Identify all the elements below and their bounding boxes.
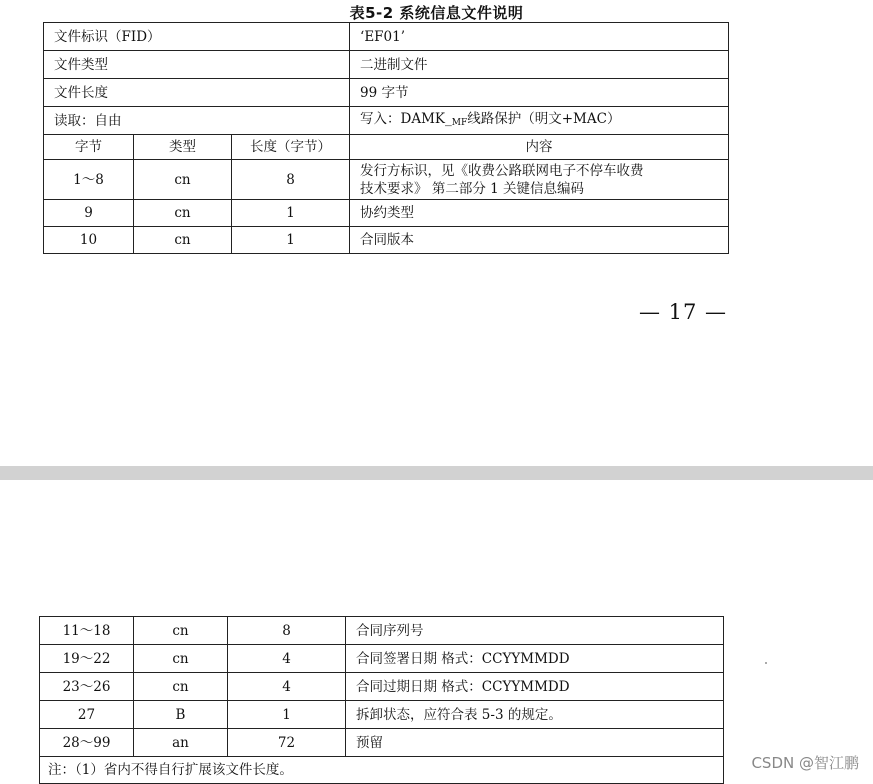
cell-type: cn [134, 673, 228, 701]
cell-content: 预留 [346, 729, 724, 757]
cell-length: 1 [228, 701, 346, 729]
info-value: 99 字节 [350, 79, 729, 107]
cell-content: 合同版本 [350, 227, 729, 254]
info-row-access [44, 107, 729, 135]
table-row [44, 160, 729, 200]
cell-content: 合同序列号 [346, 617, 724, 645]
cell-type: cn [134, 645, 228, 673]
table-row [40, 701, 724, 729]
cell-byte: 11～18 [40, 617, 134, 645]
cell-content: 协约类型 [350, 200, 729, 227]
info-label: 文件长度 [44, 79, 350, 107]
col-header-type: 类型 [134, 135, 232, 160]
table-row [40, 729, 724, 757]
cell-type: cn [134, 160, 232, 200]
cell-type: cn [134, 617, 228, 645]
write-access-prefix: 写入：DAMK_ [360, 110, 452, 127]
cell-length: 1 [232, 200, 350, 227]
col-header-content: 内容 [350, 135, 729, 160]
info-label: 文件类型 [44, 51, 350, 79]
table-row [44, 227, 729, 254]
cell-type: an [134, 729, 228, 757]
cell-content: 合同过期日期 格式：CCYYMMDD [346, 673, 724, 701]
cell-content-line: 技术要求》 第二部分 1 关键信息编码 [360, 180, 584, 197]
table-row [40, 645, 724, 673]
read-access: 读取：自由 [44, 107, 350, 135]
page-number: — 17 — [638, 300, 728, 324]
table-title: 表5-2 系统信息文件说明 [349, 4, 524, 22]
table-row [40, 617, 724, 645]
cell-content: 拆卸状态，应符合表 5-3 的规定。 [346, 701, 724, 729]
cell-byte: 27 [40, 701, 134, 729]
col-header-length: 长度（字节） [232, 135, 350, 160]
cell-byte: 9 [44, 200, 134, 227]
write-access-sub: MF [451, 117, 468, 128]
scan-speck [765, 662, 767, 664]
info-label: 文件标识（FID） [44, 23, 350, 51]
write-access [350, 107, 729, 135]
write-access-suffix: 线路保护（明文+MAC） [467, 110, 621, 127]
cell-byte: 23～26 [40, 673, 134, 701]
info-row-type [44, 51, 729, 79]
page-separator [0, 466, 873, 480]
cell-length: 1 [232, 227, 350, 254]
cell-byte: 19～22 [40, 645, 134, 673]
csdn-watermark: CSDN @智江鹏 [751, 754, 859, 772]
cell-content: 合同签署日期 格式：CCYYMMDD [346, 645, 724, 673]
cell-byte: 28～99 [40, 729, 134, 757]
cell-content [350, 160, 729, 200]
cell-length: 4 [228, 645, 346, 673]
table-note: 注：（1）省内不得自行扩展该文件长度。 [40, 757, 724, 784]
column-header-row [44, 135, 729, 160]
cell-type: cn [134, 200, 232, 227]
cell-length: 8 [232, 160, 350, 200]
cell-type: cn [134, 227, 232, 254]
info-value: 二进制文件 [350, 51, 729, 79]
system-info-table-bottom [39, 616, 724, 784]
system-info-table-top [43, 22, 729, 254]
cell-byte: 10 [44, 227, 134, 254]
cell-byte: 1～8 [44, 160, 134, 200]
note-row [40, 757, 724, 784]
table-row [44, 200, 729, 227]
cell-length: 8 [228, 617, 346, 645]
col-header-byte: 字节 [44, 135, 134, 160]
info-row-fid [44, 23, 729, 51]
info-value: ‘EF01’ [350, 23, 729, 51]
info-row-length [44, 79, 729, 107]
cell-type: B [134, 701, 228, 729]
cell-length: 72 [228, 729, 346, 757]
table-row [40, 673, 724, 701]
cell-content-line: 发行方标识，见《收费公路联网电子不停车收费 [360, 162, 644, 179]
cell-length: 4 [228, 673, 346, 701]
